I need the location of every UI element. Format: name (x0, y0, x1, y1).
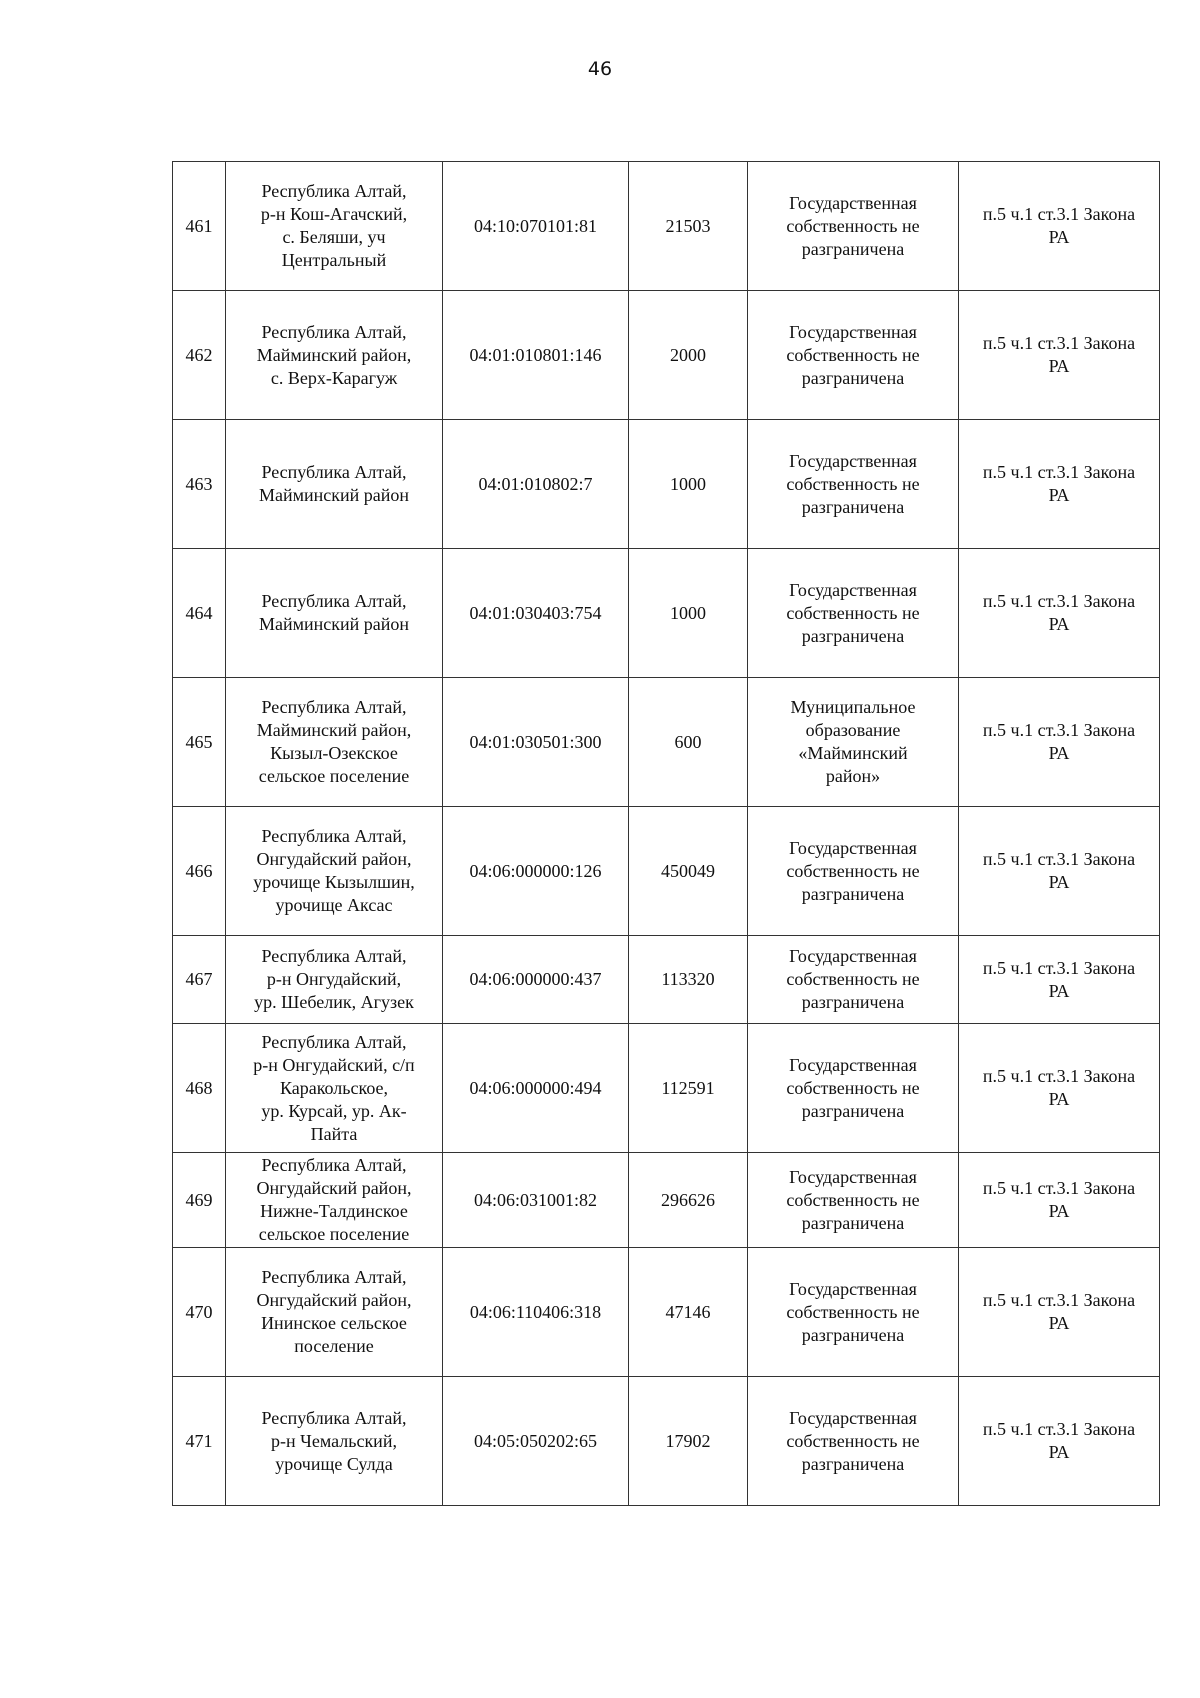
row-number: 464 (173, 549, 226, 678)
address-cell-line: Онгудайский район, (256, 1178, 412, 1198)
legal-basis-cell-line: п.5 ч.1 ст.3.1 Закона (982, 204, 1136, 224)
ownership-cell-line: разграничена (801, 496, 905, 517)
table-body (173, 162, 1160, 1506)
ownership-cell (748, 1248, 959, 1377)
address-cell-line: Онгудайский район, (256, 849, 412, 869)
legal-basis-cell-line: РА (1048, 485, 1070, 505)
address-cell (226, 678, 443, 807)
ownership-cell-line: собственность не (786, 969, 920, 989)
ownership-cell (748, 678, 959, 807)
ownership-cell-line: собственность не (786, 1077, 920, 1098)
legal-basis-cell-line: РА (1048, 980, 1070, 1001)
row-number: 470 (173, 1248, 226, 1377)
cadastral-number-cell: 04:01:010802:7 (443, 420, 629, 549)
address-cell (226, 807, 443, 936)
table-row (173, 162, 1160, 291)
legal-basis-cell-line: п.5 ч.1 ст.3.1 Закона (982, 1419, 1136, 1439)
row-number: 463 (173, 420, 226, 549)
cadastral-number-cell: 04:06:031001:82 (443, 1153, 629, 1248)
legal-basis-cell (959, 1377, 1160, 1506)
address-cell-line: Майминский район (258, 614, 410, 634)
row-number: 465 (173, 678, 226, 807)
address-cell-line: сельское поселение (258, 766, 410, 786)
ownership-cell-line: собственность не (786, 602, 920, 623)
row-number: 468 (173, 1024, 226, 1153)
row-number: 467 (173, 936, 226, 1024)
ownership-cell-line: разграничена (801, 883, 905, 904)
address-cell-line: Республика Алтай, (261, 697, 407, 717)
legal-basis-cell (959, 1024, 1160, 1153)
address-cell (226, 1377, 443, 1506)
ownership-cell-line: собственность не (786, 1189, 920, 1210)
address-cell-line: Республика Алтай, (261, 591, 407, 611)
address-cell-line: Майминский район, (256, 344, 412, 365)
table-row (173, 549, 1160, 678)
area-cell: 113320 (629, 936, 748, 1024)
table-row (173, 1248, 1160, 1377)
legal-basis-cell (959, 420, 1160, 549)
ownership-cell (748, 1153, 959, 1248)
address-cell-line: ур. Шебелик, Агузек (254, 992, 414, 1012)
ownership-cell-line: Государственная (789, 946, 917, 966)
legal-basis-cell-line: п.5 ч.1 ст.3.1 Закона (982, 462, 1136, 482)
address-cell-line: ур. Курсай, ур. Ак- (261, 1100, 407, 1121)
ownership-cell-line: Государственная (789, 1054, 917, 1075)
area-cell: 2000 (629, 291, 748, 420)
legal-basis-cell-line: РА (1048, 743, 1070, 763)
ownership-cell-line: Государственная (789, 321, 917, 342)
address-cell (226, 1248, 443, 1377)
area-cell: 1000 (629, 420, 748, 549)
table-row (173, 291, 1160, 420)
legal-basis-cell (959, 807, 1160, 936)
ownership-cell-line: Государственная (789, 1278, 917, 1299)
ownership-cell-line: разграничена (801, 992, 905, 1012)
legal-basis-cell-line: РА (1048, 227, 1070, 247)
address-cell-line: Кызыл-Озекское (270, 743, 398, 763)
ownership-cell-line: разграничена (801, 1453, 905, 1474)
legal-basis-cell-line: РА (1048, 1201, 1070, 1221)
ownership-cell-line: образование (805, 720, 901, 740)
cadastral-number-cell: 04:06:110406:318 (443, 1248, 629, 1377)
table-row (173, 420, 1160, 549)
ownership-cell-line: Муниципальное (790, 697, 916, 717)
ownership-cell-line: Государственная (789, 579, 917, 600)
cadastral-number-cell: 04:05:050202:65 (443, 1377, 629, 1506)
cadastral-number-cell: 04:01:030403:754 (443, 549, 629, 678)
ownership-cell-line: собственность не (786, 860, 920, 881)
area-cell: 21503 (629, 162, 748, 291)
row-number: 462 (173, 291, 226, 420)
legal-basis-cell-line: п.5 ч.1 ст.3.1 Закона (982, 1290, 1136, 1310)
ownership-cell-line: разграничена (801, 367, 905, 388)
ownership-cell (748, 1024, 959, 1153)
address-cell-line: р-н Онгудайский, (266, 969, 402, 989)
address-cell-line: Республика Алтай, (261, 946, 407, 966)
ownership-cell (748, 936, 959, 1024)
area-cell: 112591 (629, 1024, 748, 1153)
legal-basis-cell-line: п.5 ч.1 ст.3.1 Закона (982, 957, 1136, 978)
address-cell (226, 549, 443, 678)
legal-basis-cell-line: п.5 ч.1 ст.3.1 Закона (982, 1066, 1136, 1086)
row-number: 469 (173, 1153, 226, 1248)
address-cell (226, 936, 443, 1024)
ownership-cell-line: Государственная (789, 1166, 917, 1187)
area-cell: 47146 (629, 1248, 748, 1377)
cadastral-number-cell: 04:01:030501:300 (443, 678, 629, 807)
ownership-cell (748, 291, 959, 420)
address-cell-line: Республика Алтай, (261, 1267, 407, 1287)
legal-basis-cell-line: РА (1048, 872, 1070, 892)
table-row (173, 1024, 1160, 1153)
ownership-cell-line: разграничена (801, 1100, 905, 1121)
address-cell-line: Республика Алтай, (261, 1155, 407, 1175)
address-cell-line: Республика Алтай, (261, 462, 407, 482)
address-cell-line: Республика Алтай, (261, 826, 407, 846)
address-cell-line: с. Беляши, уч (282, 227, 386, 247)
legal-basis-cell-line: РА (1048, 1442, 1070, 1462)
ownership-cell-line: разграничена (801, 1324, 905, 1345)
address-cell-line: урочище Аксас (275, 895, 393, 915)
address-cell-line: сельское поселение (258, 1224, 410, 1244)
ownership-cell (748, 420, 959, 549)
ownership-cell-line: собственность не (786, 1301, 920, 1322)
legal-basis-cell-line: РА (1048, 356, 1070, 376)
legal-basis-cell (959, 936, 1160, 1024)
address-cell-line: урочище Сулда (275, 1453, 393, 1474)
ownership-cell-line: собственность не (786, 215, 920, 236)
address-cell-line: урочище Кызылшин, (253, 872, 415, 892)
legal-basis-cell-line: п.5 ч.1 ст.3.1 Закона (982, 849, 1136, 869)
legal-basis-cell-line: п.5 ч.1 ст.3.1 Закона (982, 720, 1136, 740)
cadastral-number-cell: 04:01:010801:146 (443, 291, 629, 420)
ownership-cell-line: Государственная (789, 192, 917, 213)
address-cell-line: с. Верх-Карагуж (270, 367, 398, 388)
cadastral-number-cell: 04:10:070101:81 (443, 162, 629, 291)
area-cell: 1000 (629, 549, 748, 678)
area-cell: 17902 (629, 1377, 748, 1506)
cadastral-number-cell: 04:06:000000:494 (443, 1024, 629, 1153)
address-cell-line: поселение (294, 1336, 374, 1356)
ownership-cell (748, 549, 959, 678)
address-cell-line: р-н Кош-Агачский, (260, 204, 408, 224)
address-cell-line: Онгудайский район, (256, 1290, 412, 1310)
ownership-cell-line: собственность не (786, 344, 920, 365)
address-cell-line: Республика Алтай, (261, 321, 407, 342)
area-cell: 450049 (629, 807, 748, 936)
address-cell-line: р-н Онгудайский, с/п (253, 1054, 415, 1075)
legal-basis-cell-line: РА (1048, 614, 1070, 634)
ownership-cell-line: собственность не (786, 473, 920, 494)
legal-basis-cell (959, 678, 1160, 807)
legal-basis-cell (959, 549, 1160, 678)
address-cell-line: р-н Чемальский, (271, 1430, 397, 1451)
address-cell-line: Каракольское, (279, 1077, 389, 1098)
page-number: 46 (587, 58, 613, 80)
legal-basis-cell (959, 291, 1160, 420)
address-cell (226, 291, 443, 420)
legal-basis-cell (959, 162, 1160, 291)
legal-basis-cell-line: п.5 ч.1 ст.3.1 Закона (982, 333, 1136, 353)
legal-basis-cell-line: п.5 ч.1 ст.3.1 Закона (982, 1178, 1136, 1198)
area-cell: 600 (629, 678, 748, 807)
area-cell: 296626 (629, 1153, 748, 1248)
cadastral-number-cell: 04:06:000000:126 (443, 807, 629, 936)
ownership-cell-line: собственность не (786, 1430, 920, 1451)
ownership-cell (748, 162, 959, 291)
address-cell-line: Майминский район, (256, 720, 412, 740)
ownership-cell (748, 807, 959, 936)
table-row (173, 936, 1160, 1024)
address-cell-line: Нижне-Талдинское (260, 1201, 408, 1221)
row-number: 461 (173, 162, 226, 291)
ownership-cell-line: «Майминский (798, 743, 908, 763)
ownership-cell-line: район» (825, 766, 881, 786)
address-cell-line: Ининское сельское (261, 1313, 407, 1333)
legal-basis-cell-line: РА (1048, 1089, 1070, 1109)
ownership-cell-line: разграничена (801, 238, 905, 259)
address-cell (226, 1153, 443, 1248)
ownership-cell-line: разграничена (801, 625, 905, 646)
address-cell-line: Республика Алтай, (261, 1031, 407, 1052)
address-cell-line: Республика Алтай, (261, 181, 407, 201)
ownership-cell-line: Государственная (789, 1407, 917, 1428)
land-plots-table (172, 161, 1160, 1506)
address-cell-line: Майминский район (258, 485, 410, 505)
legal-basis-cell-line: п.5 ч.1 ст.3.1 Закона (982, 591, 1136, 611)
address-cell-line: Республика Алтай, (261, 1407, 407, 1428)
cadastral-number-cell: 04:06:000000:437 (443, 936, 629, 1024)
address-cell (226, 1024, 443, 1153)
address-cell-line: Центральный (281, 250, 387, 270)
ownership-cell-line: Государственная (789, 837, 917, 858)
table-row (173, 1377, 1160, 1506)
legal-basis-cell (959, 1153, 1160, 1248)
legal-basis-cell-line: РА (1048, 1313, 1070, 1333)
address-cell (226, 162, 443, 291)
ownership-cell (748, 1377, 959, 1506)
table-row (173, 678, 1160, 807)
legal-basis-cell (959, 1248, 1160, 1377)
row-number: 466 (173, 807, 226, 936)
row-number: 471 (173, 1377, 226, 1506)
table-row (173, 1153, 1160, 1248)
address-cell (226, 420, 443, 549)
ownership-cell-line: разграничена (801, 1212, 905, 1233)
address-cell-line: Пайта (310, 1123, 358, 1144)
table-row (173, 807, 1160, 936)
ownership-cell-line: Государственная (789, 450, 917, 471)
